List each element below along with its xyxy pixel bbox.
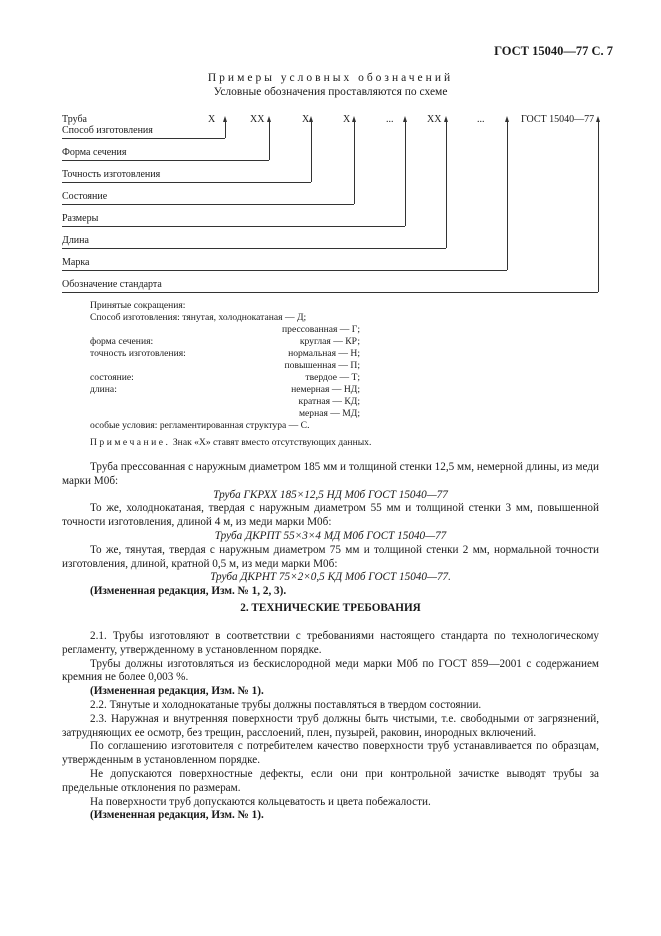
- paragraph: По соглашению изготовителя с потребителем качество поверхности труб устанавливается по образцам, утвержденным в установленном порядке.: [62, 740, 599, 767]
- scheme-rule: [62, 248, 446, 249]
- scheme-rule: [62, 270, 507, 271]
- example-designation: Труба ДКРПТ 55×3×4 МД М0б ГОСТ 15040—77: [214, 529, 447, 542]
- scheme-slot-7: ...: [477, 114, 485, 125]
- abbr-right: кратная — КД;: [298, 396, 360, 407]
- scheme-rule: [62, 138, 225, 139]
- abbr-right: круглая — КР;: [299, 336, 360, 347]
- abbr-left: Способ изготовления: тянутая, холоднокатаная — Д;: [90, 312, 307, 323]
- scheme-row-standard: Обозначение стандарта: [62, 279, 162, 290]
- scheme-slot-3: Х: [302, 114, 310, 125]
- scheme-row-section: Форма сечения: [62, 147, 127, 158]
- scheme-slot-5: ...: [386, 114, 394, 125]
- scheme-row-length: Длина: [62, 235, 89, 246]
- revision-note: (Измененная редакция, Изм. № 1, 2, 3).: [90, 585, 287, 598]
- paragraph: Трубы должны изготовляться из бескислородной меди марки М0б по ГОСТ 859—2001 с содержанием кремния не более 0,003 %.: [62, 657, 599, 684]
- abbreviations-title: Принятые сокращения:: [90, 300, 186, 311]
- revision-note: (Измененная редакция, Изм. № 1).: [90, 685, 264, 698]
- scheme-connector: [405, 119, 406, 226]
- example-designation: Труба ДКРНТ 75×2×0,5 КД М0б ГОСТ 15040—77.: [210, 571, 451, 584]
- scheme-rule: [62, 226, 405, 227]
- designation-scheme: [0, 0, 661, 300]
- abbr-right: прессованная — Г;: [282, 324, 360, 335]
- scheme-slot-1: Х: [208, 114, 216, 125]
- paragraph: То же, тянутая, твердая с наружным диаметром 75 мм и толщиной стенки 2 мм, нормальной точности изготовления, длиной, кратной 0,5 м, из меди марки М0б:: [62, 543, 599, 570]
- abbr-left: форма сечения:: [90, 336, 154, 347]
- scheme-row-method: Способ изготовления: [62, 125, 153, 136]
- scheme-row-accuracy: Точность изготовления: [62, 169, 161, 180]
- examples-subtitle: Условные обозначения проставляются по схеме: [213, 86, 448, 98]
- abbr-right: твердое — Т;: [305, 372, 360, 383]
- scheme-connector: [507, 119, 508, 270]
- scheme-rule: [62, 160, 269, 161]
- abbr-left: точность изготовления:: [90, 348, 186, 359]
- scheme-connector: [269, 119, 270, 160]
- examples-text: [62, 461, 599, 599]
- paragraph: То же, холоднокатаная, твердая с наружным диаметром 55 мм и толщиной стенки 3 мм, повышенной точности изготовления, длиной 4 м, из меди марки М0б:: [62, 502, 599, 529]
- section-title: 2. ТЕХНИЧЕСКИЕ ТРЕБОВАНИЯ: [240, 602, 421, 614]
- scheme-rule: [62, 292, 598, 293]
- scheme-slot-standard: ГОСТ 15040—77: [521, 114, 595, 125]
- scheme-row-state: Состояние: [62, 191, 108, 202]
- abbr-left: состояние:: [90, 372, 134, 383]
- scheme-arrow: [352, 116, 356, 122]
- scheme-row-grade: Марка: [62, 257, 90, 268]
- paragraph: 2.3. Наружная и внутренняя поверхности труб должны быть чистыми, т.е. свободными от загрязнений, затрудняющих ее осмотр, без трещин, расслоений, плен, пузырей, раковин, инородных включений.: [62, 712, 599, 739]
- paragraph: Труба прессованная с наружным диаметром 185 мм и толщиной стенки 12,5 мм, немерной длины, из меди марки М0б:: [62, 461, 599, 487]
- example-designation: Труба ГКРХХ 185×12,5 НД М0б ГОСТ 15040—77: [213, 488, 448, 501]
- scheme-connector: [598, 119, 599, 292]
- note-text: Знак «Х» ставят вместо отсутствующих данных.: [172, 437, 372, 448]
- scheme-slot-4: Х: [343, 114, 351, 125]
- scheme-connector: [311, 119, 312, 182]
- abbr-right: повышенная — П;: [284, 360, 360, 371]
- revision-note: (Измененная редакция, Изм. № 1).: [90, 809, 264, 822]
- abbr-left: особые условия: регламентированная структура — С.: [90, 420, 310, 431]
- page-header: ГОСТ 15040—77 С. 7: [494, 44, 613, 58]
- scheme-connector: [354, 119, 355, 204]
- scheme-row-sizes: Размеры: [62, 213, 99, 224]
- note-label: Примечание.: [90, 437, 171, 448]
- scheme-arrow: [444, 116, 448, 122]
- scheme-slot-6: ХХ: [427, 114, 442, 125]
- paragraph: Не допускаются поверхностные дефекты, если они при контрольной зачистке выводят трубы за предельные отклонения по размерам.: [62, 767, 599, 794]
- paragraph: 2.1. Трубы изготовляют в соответствии с требованиями настоящего стандарта по технологическому регламенту, утвержденному в установленном порядке.: [62, 630, 599, 656]
- paragraph: На поверхности труб допускаются кольцеватость и цвета побежалости.: [90, 795, 431, 808]
- scheme-connector: [446, 119, 447, 248]
- scheme-arrow: [267, 116, 271, 122]
- abbr-right: нормальная — Н;: [288, 348, 360, 359]
- scheme-arrow: [505, 116, 509, 122]
- scheme-arrow: [403, 116, 407, 122]
- abbr-right: мерная — МД;: [298, 408, 360, 419]
- scheme-rule: [62, 204, 354, 205]
- scheme-row-pipe: Труба: [62, 114, 87, 125]
- scheme-arrow: [596, 116, 600, 122]
- scheme-arrow: [309, 116, 313, 122]
- scheme-rule: [62, 182, 311, 183]
- abbr-right: немерная — НД;: [291, 384, 360, 395]
- examples-title: Примеры условных обозначений: [207, 72, 454, 84]
- note: [90, 437, 371, 448]
- paragraph: 2.2. Тянутые и холоднокатаные трубы должны поставляться в твердом состоянии.: [90, 698, 482, 711]
- scheme-arrow: [223, 116, 227, 122]
- abbr-left: длина:: [90, 384, 117, 395]
- section-2-text: [62, 630, 599, 823]
- scheme-slot-2: ХХ: [250, 114, 265, 125]
